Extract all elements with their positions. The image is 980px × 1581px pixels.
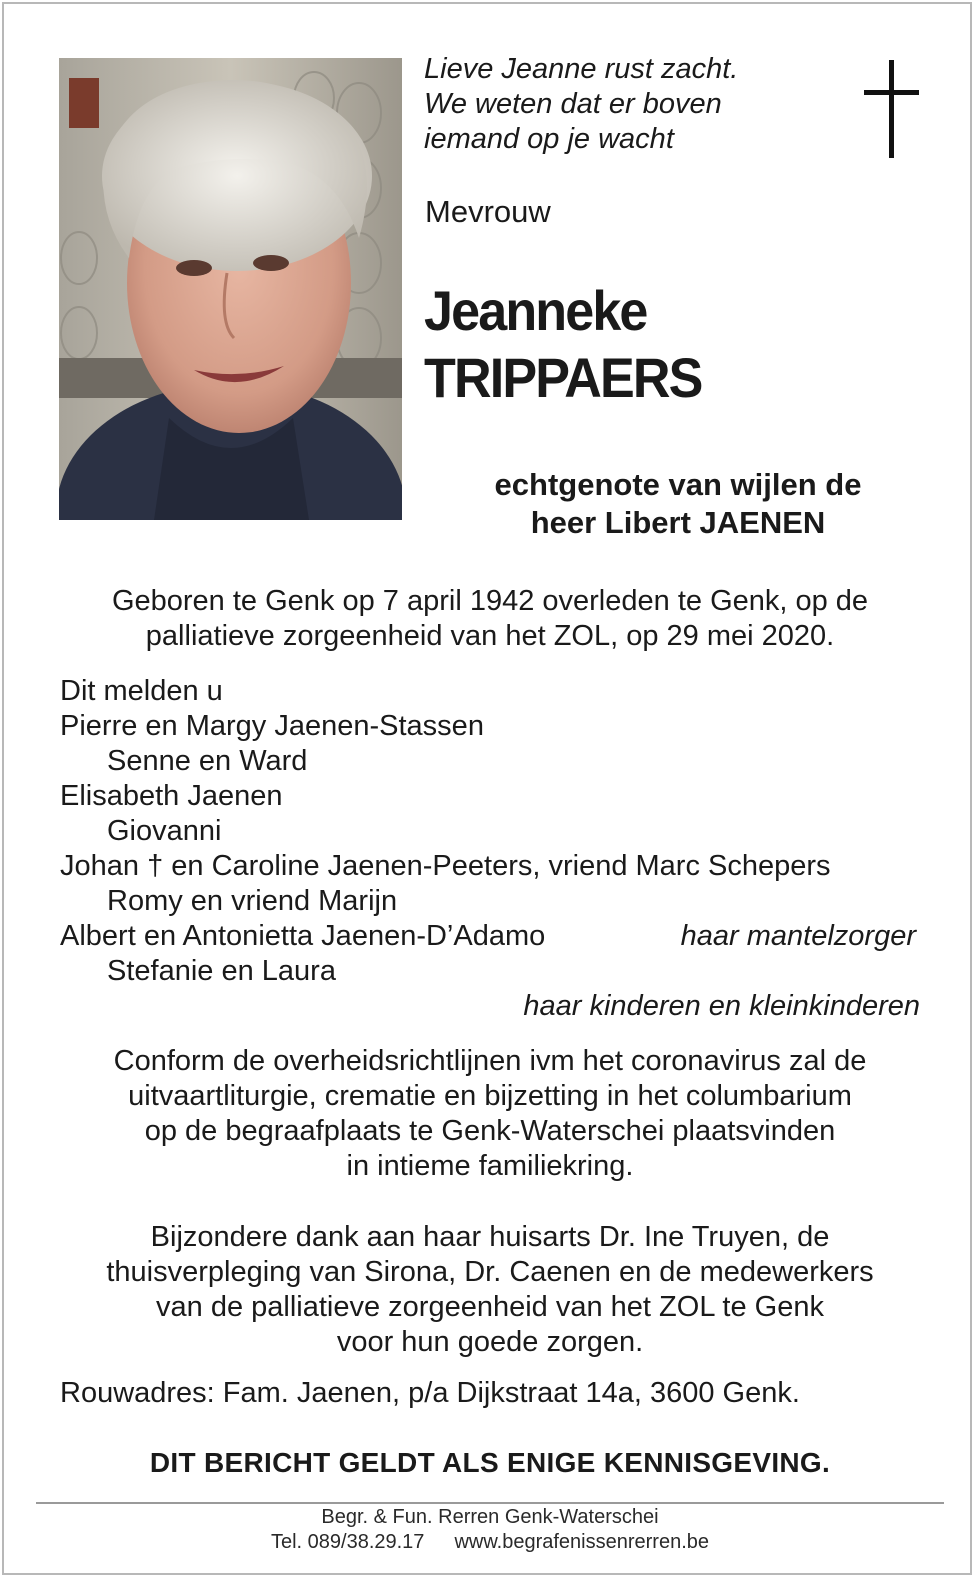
- birth-line: palliatieve zorgeenheid van het ZOL, op 29 mei 2020.: [145, 620, 835, 652]
- spouse-info: [418, 466, 938, 542]
- family-row: [60, 744, 920, 779]
- funeral-line: in intieme familiekring.: [346, 1150, 634, 1182]
- thanks-line: van de palliatieve zorgeenheid van het ZOL te Genk: [156, 1291, 824, 1323]
- spouse-line: heer Libert JAENEN: [530, 505, 826, 540]
- family-member: Elisabeth Jaenen: [60, 780, 283, 812]
- funeral-home-name: Begr. & Fun. Rerren Genk-Waterschei: [321, 1506, 659, 1528]
- first-name: Jeanneke: [424, 279, 647, 342]
- funeral-home-footer: [40, 1505, 940, 1555]
- funeral-line: uitvaartliturgie, crematie en bijzetting in het columbarium: [128, 1080, 852, 1112]
- family-row: [60, 814, 920, 849]
- verse-line: Lieve Jeanne rust zacht.: [424, 53, 739, 85]
- family-member: Senne en Ward: [107, 745, 308, 777]
- last-name: TRIPPAERS: [424, 346, 702, 409]
- verse-line: We weten dat er boven: [424, 88, 722, 120]
- verse-line: iemand op je wacht: [424, 123, 674, 155]
- footer-divider: [36, 1502, 944, 1504]
- deceased-name: [424, 277, 701, 411]
- portrait-photo: [59, 58, 402, 520]
- family-row: [60, 779, 920, 814]
- thanks-line: thuisverpleging van Sirona, Dr. Caenen en de medewerkers: [106, 1256, 874, 1288]
- funeral-home-contact: [40, 1530, 940, 1555]
- family-list: [60, 674, 920, 1024]
- family-row: [60, 849, 920, 884]
- birth-line: Geboren te Genk op 7 april 1942 overleden te Genk, op de: [111, 585, 869, 617]
- family-row: [60, 919, 920, 954]
- family-member: Johan † en Caroline Jaenen-Peeters, vriend Marc Schepers: [60, 850, 831, 882]
- family-member: Pierre en Margy Jaenen-Stassen: [60, 710, 484, 742]
- funeral-line: Conform de overheidsrichtlijnen ivm het coronavirus zal de: [113, 1045, 867, 1077]
- honorific: Mevrouw: [425, 194, 551, 229]
- cross-icon: [864, 60, 922, 158]
- family-closing: haar kinderen en kleinkinderen: [523, 990, 920, 1022]
- funeral-home-phone: Tel. 089/38.29.17: [270, 1531, 425, 1553]
- family-member: Stefanie en Laura: [107, 955, 336, 987]
- family-row: [60, 884, 920, 919]
- funeral-home-website[interactable]: www.begrafenissenrerren.be: [454, 1531, 710, 1553]
- funeral-info: [40, 1044, 940, 1184]
- thanks-line: voor hun goede zorgen.: [336, 1326, 644, 1358]
- mourning-address: Rouwadres: Fam. Jaenen, p/a Dijkstraat 14a, 3600 Genk.: [60, 1377, 800, 1409]
- thanks-line: Bijzondere dank aan haar huisarts Dr. Ine Truyen, de: [150, 1221, 830, 1253]
- thanks-message: [40, 1220, 940, 1360]
- birth-death-info: [40, 584, 940, 654]
- family-member: Romy en vriend Marijn: [107, 885, 398, 917]
- notice-statement: DIT BERICHT GELDT ALS ENIGE KENNISGEVING.: [149, 1447, 831, 1478]
- family-intro: Dit melden u: [60, 675, 223, 707]
- memorial-verse: [424, 52, 738, 157]
- funeral-line: op de begraafplaats te Genk-Waterschei plaatsvinden: [144, 1115, 836, 1147]
- family-row: [60, 709, 920, 744]
- spouse-line: echtgenote van wijlen de: [494, 467, 862, 502]
- family-member: Giovanni: [107, 815, 222, 847]
- family-member: Albert en Antonietta Jaenen-D’Adamo: [60, 920, 546, 952]
- family-role: haar mantelzorger: [680, 920, 916, 952]
- family-row: [60, 954, 920, 989]
